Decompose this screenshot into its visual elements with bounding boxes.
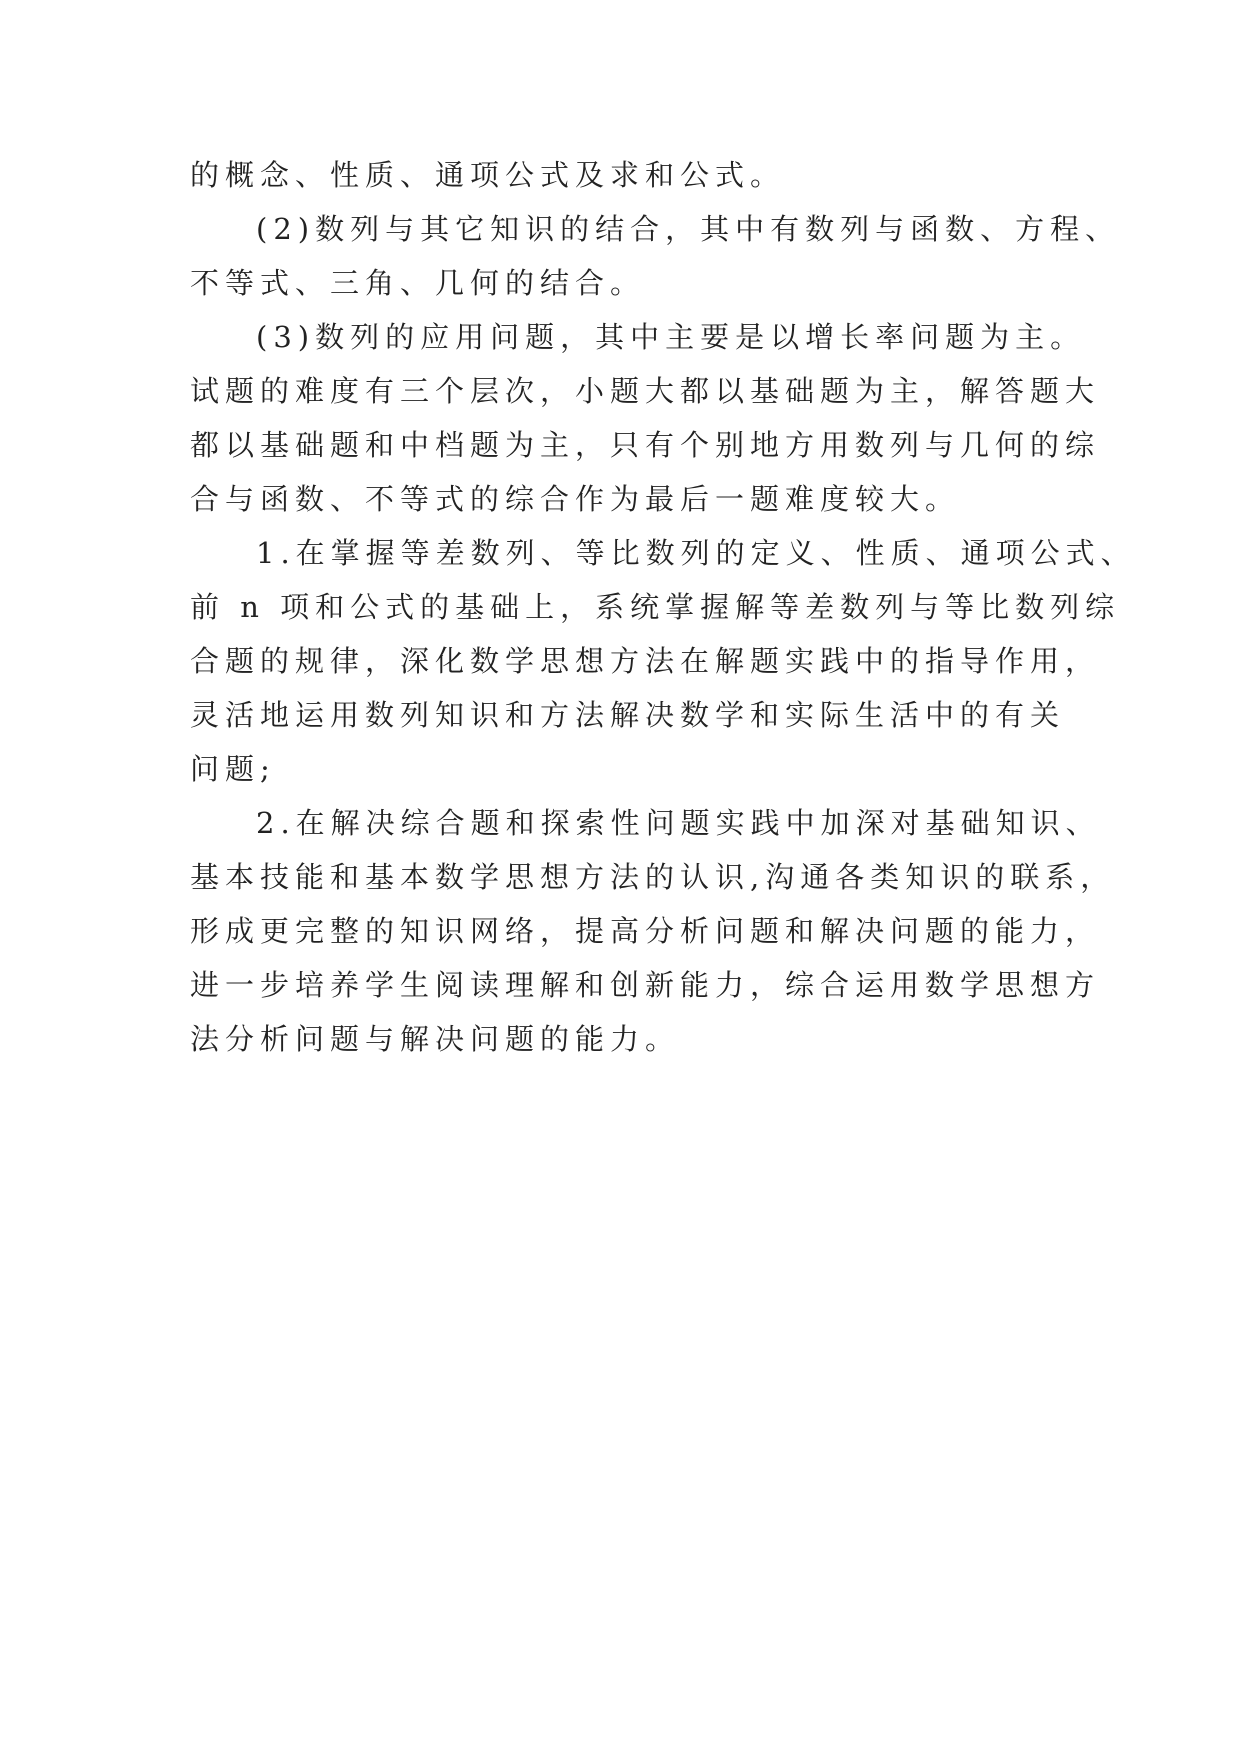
text-line-1: 的概念、性质、通项公式及求和公式。: [190, 158, 786, 192]
text-line-13: 2.在解决综合题和探索性问题实践中加深对基础知识、: [256, 806, 1101, 840]
text-line-5: 试题的难度有三个层次，小题大都以基础题为主，解答题大: [190, 374, 1101, 408]
text-line-14: 基本技能和基本数学思想方法的认识,沟通各类知识的联系，: [190, 860, 1116, 894]
text-line-15: 形成更完整的知识网络，提高分析问题和解决问题的能力，: [190, 914, 1101, 948]
text-line-17: 法分析问题与解决问题的能力。: [190, 1022, 681, 1056]
text-line-8: 1.在掌握等差数列、等比数列的定义、性质、通项公式、: [256, 536, 1136, 570]
text-line-16: 进一步培养学生阅读理解和创新能力，综合运用数学思想方: [190, 968, 1101, 1002]
text-line-4: (3)数列的应用问题，其中主要是以增长率问题为主。: [256, 320, 1086, 354]
text-line-12: 问题;: [190, 752, 276, 786]
text-line-6: 都以基础题和中档题为主，只有个别地方用数列与几何的综: [190, 428, 1101, 462]
text-line-7: 合与函数、不等式的综合作为最后一题难度较大。: [190, 482, 961, 516]
text-line-10: 合题的规律，深化数学思想方法在解题实践中的指导作用，: [190, 644, 1101, 678]
text-line-3: 不等式、三角、几何的结合。: [190, 266, 646, 300]
text-line-11: 灵活地运用数列知识和方法解决数学和实际生活中的有关: [190, 698, 1066, 732]
text-line-9: 前 n 项和公式的基础上，系统掌握解等差数列与等比数列综: [190, 590, 1121, 624]
text-line-2: (2)数列与其它知识的结合，其中有数列与函数、方程、: [256, 212, 1121, 246]
